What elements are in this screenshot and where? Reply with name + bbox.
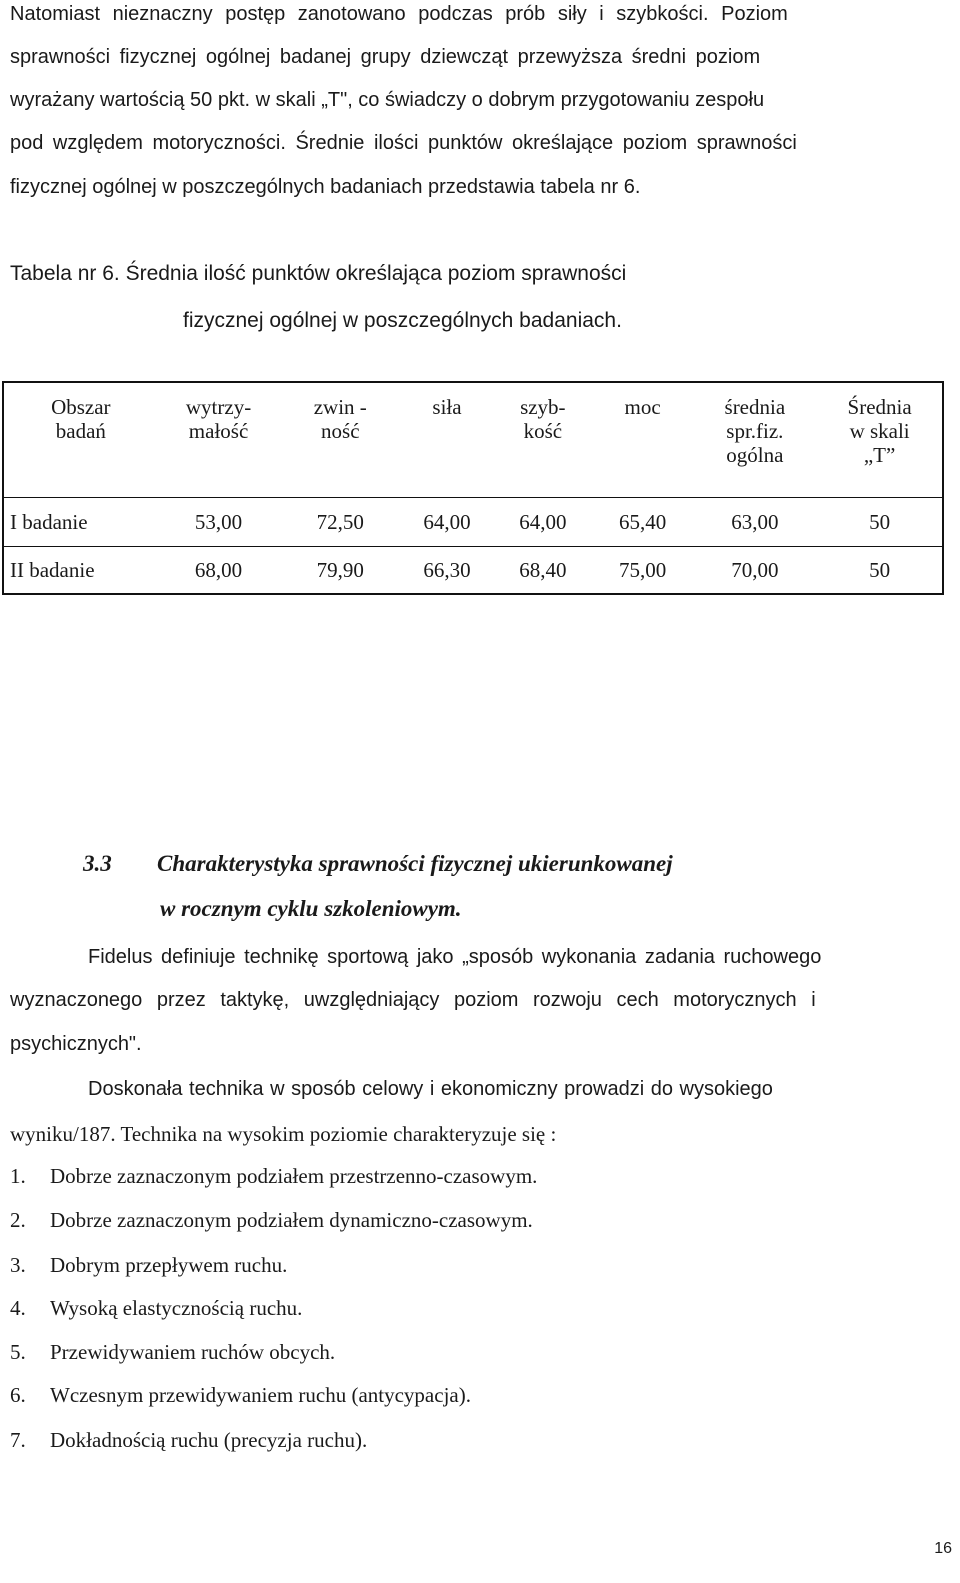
intro-line-5: fizycznej ogólnej w poszczególnych badaniach przedstawia tabela nr 6.	[10, 176, 641, 198]
body-p1-line-1: Fidelus definiuje technikę sportową jako „sposób wykonania zadania ruchowego	[88, 946, 822, 968]
table-row	[3, 547, 943, 595]
row-label: II badanie	[3, 547, 158, 595]
intro-line-2: sprawności fizycznej ogólnej badanej grupy dziewcząt przewyższa średni poziom	[10, 46, 761, 68]
header-szybkosc: szyb- kość	[520, 395, 566, 443]
table-cell: 70,00	[692, 547, 817, 595]
results-table	[2, 381, 944, 595]
header-srednia-skali: Średnia w skali „T”	[847, 395, 912, 467]
table-caption-line-2: fizycznej ogólnej w poszczególnych badaniach.	[183, 309, 622, 332]
table-cell: 68,40	[493, 547, 593, 595]
list-item: 2. Dobrze zaznaczonym podziałem dynamiczno-czasowym.	[10, 1208, 533, 1232]
table-cell: 65,40	[593, 498, 693, 547]
table-cell: 50	[817, 547, 943, 595]
table-cell: 63,00	[692, 498, 817, 547]
table-cell: 50	[817, 498, 943, 547]
table-header-row	[3, 382, 943, 498]
table-cell: 79,90	[279, 547, 401, 595]
header-zwinnosc: zwin - ność	[313, 395, 367, 443]
intro-line-3: wyrażany wartością 50 pkt. w skali „T", co świadczy o dobrym przygotowaniu zespołu	[10, 89, 765, 111]
list-item: 1. Dobrze zaznaczonym podziałem przestrzenno-czasowym.	[10, 1164, 538, 1188]
section-number: 3.3	[83, 851, 112, 876]
list-item: 4. Wysoką elastycznością ruchu.	[10, 1296, 303, 1320]
body-p2-line-2: wyniku/187. Technika na wysokim poziomie charakteryzuje się :	[10, 1122, 557, 1146]
table-caption-line-1: Tabela nr 6. Średnia ilość punktów określająca poziom sprawności	[10, 262, 627, 285]
list-item: 3. Dobrym przepływem ruchu.	[10, 1253, 288, 1277]
header-wytrzymalosc: wytrzy- małość	[185, 395, 252, 443]
intro-line-4: pod względem motoryczności. Średnie ilości punktów określające poziom sprawności	[10, 132, 797, 154]
table-cell: 68,00	[158, 547, 280, 595]
header-moc: moc	[624, 395, 661, 419]
intro-line-1: Natomiast nieznaczny postęp zanotowano podczas prób siły i szybkości. Poziom	[10, 3, 788, 25]
list-item: 5. Przewidywaniem ruchów obcych.	[10, 1340, 336, 1364]
table-cell: 72,50	[279, 498, 401, 547]
page-number: 16	[934, 1540, 952, 1557]
list-item: 6. Wczesnym przewidywaniem ruchu (antycypacja).	[10, 1383, 471, 1407]
section-title-line-2: w rocznym cyklu szkoleniowym.	[160, 896, 462, 921]
table-cell: 75,00	[593, 547, 693, 595]
body-p2-line-1: Doskonała technika w sposób celowy i ekonomiczny prowadzi do wysokiego	[88, 1078, 773, 1100]
table-cell: 53,00	[158, 498, 280, 547]
table-row	[3, 498, 943, 547]
table-cell: 66,30	[401, 547, 493, 595]
row-label: I badanie	[3, 498, 158, 547]
table-cell: 64,00	[493, 498, 593, 547]
header-srednia-spr-fiz: średnia spr.fiz. ogólna	[724, 395, 786, 467]
section-title-line-1: Charakterystyka sprawności fizycznej ukierunkowanej	[157, 851, 673, 876]
body-p1-line-2: wyznaczonego przez taktykę, uwzględniający poziom rozwoju cech motorycznych i	[10, 989, 816, 1011]
table-cell: 64,00	[401, 498, 493, 547]
list-item: 7. Dokładnością ruchu (precyzja ruchu).	[10, 1428, 368, 1452]
header-obszar: Obszar badań	[51, 395, 111, 443]
body-p1-line-3: psychicznych".	[10, 1033, 142, 1055]
header-sila: siła	[432, 395, 462, 419]
